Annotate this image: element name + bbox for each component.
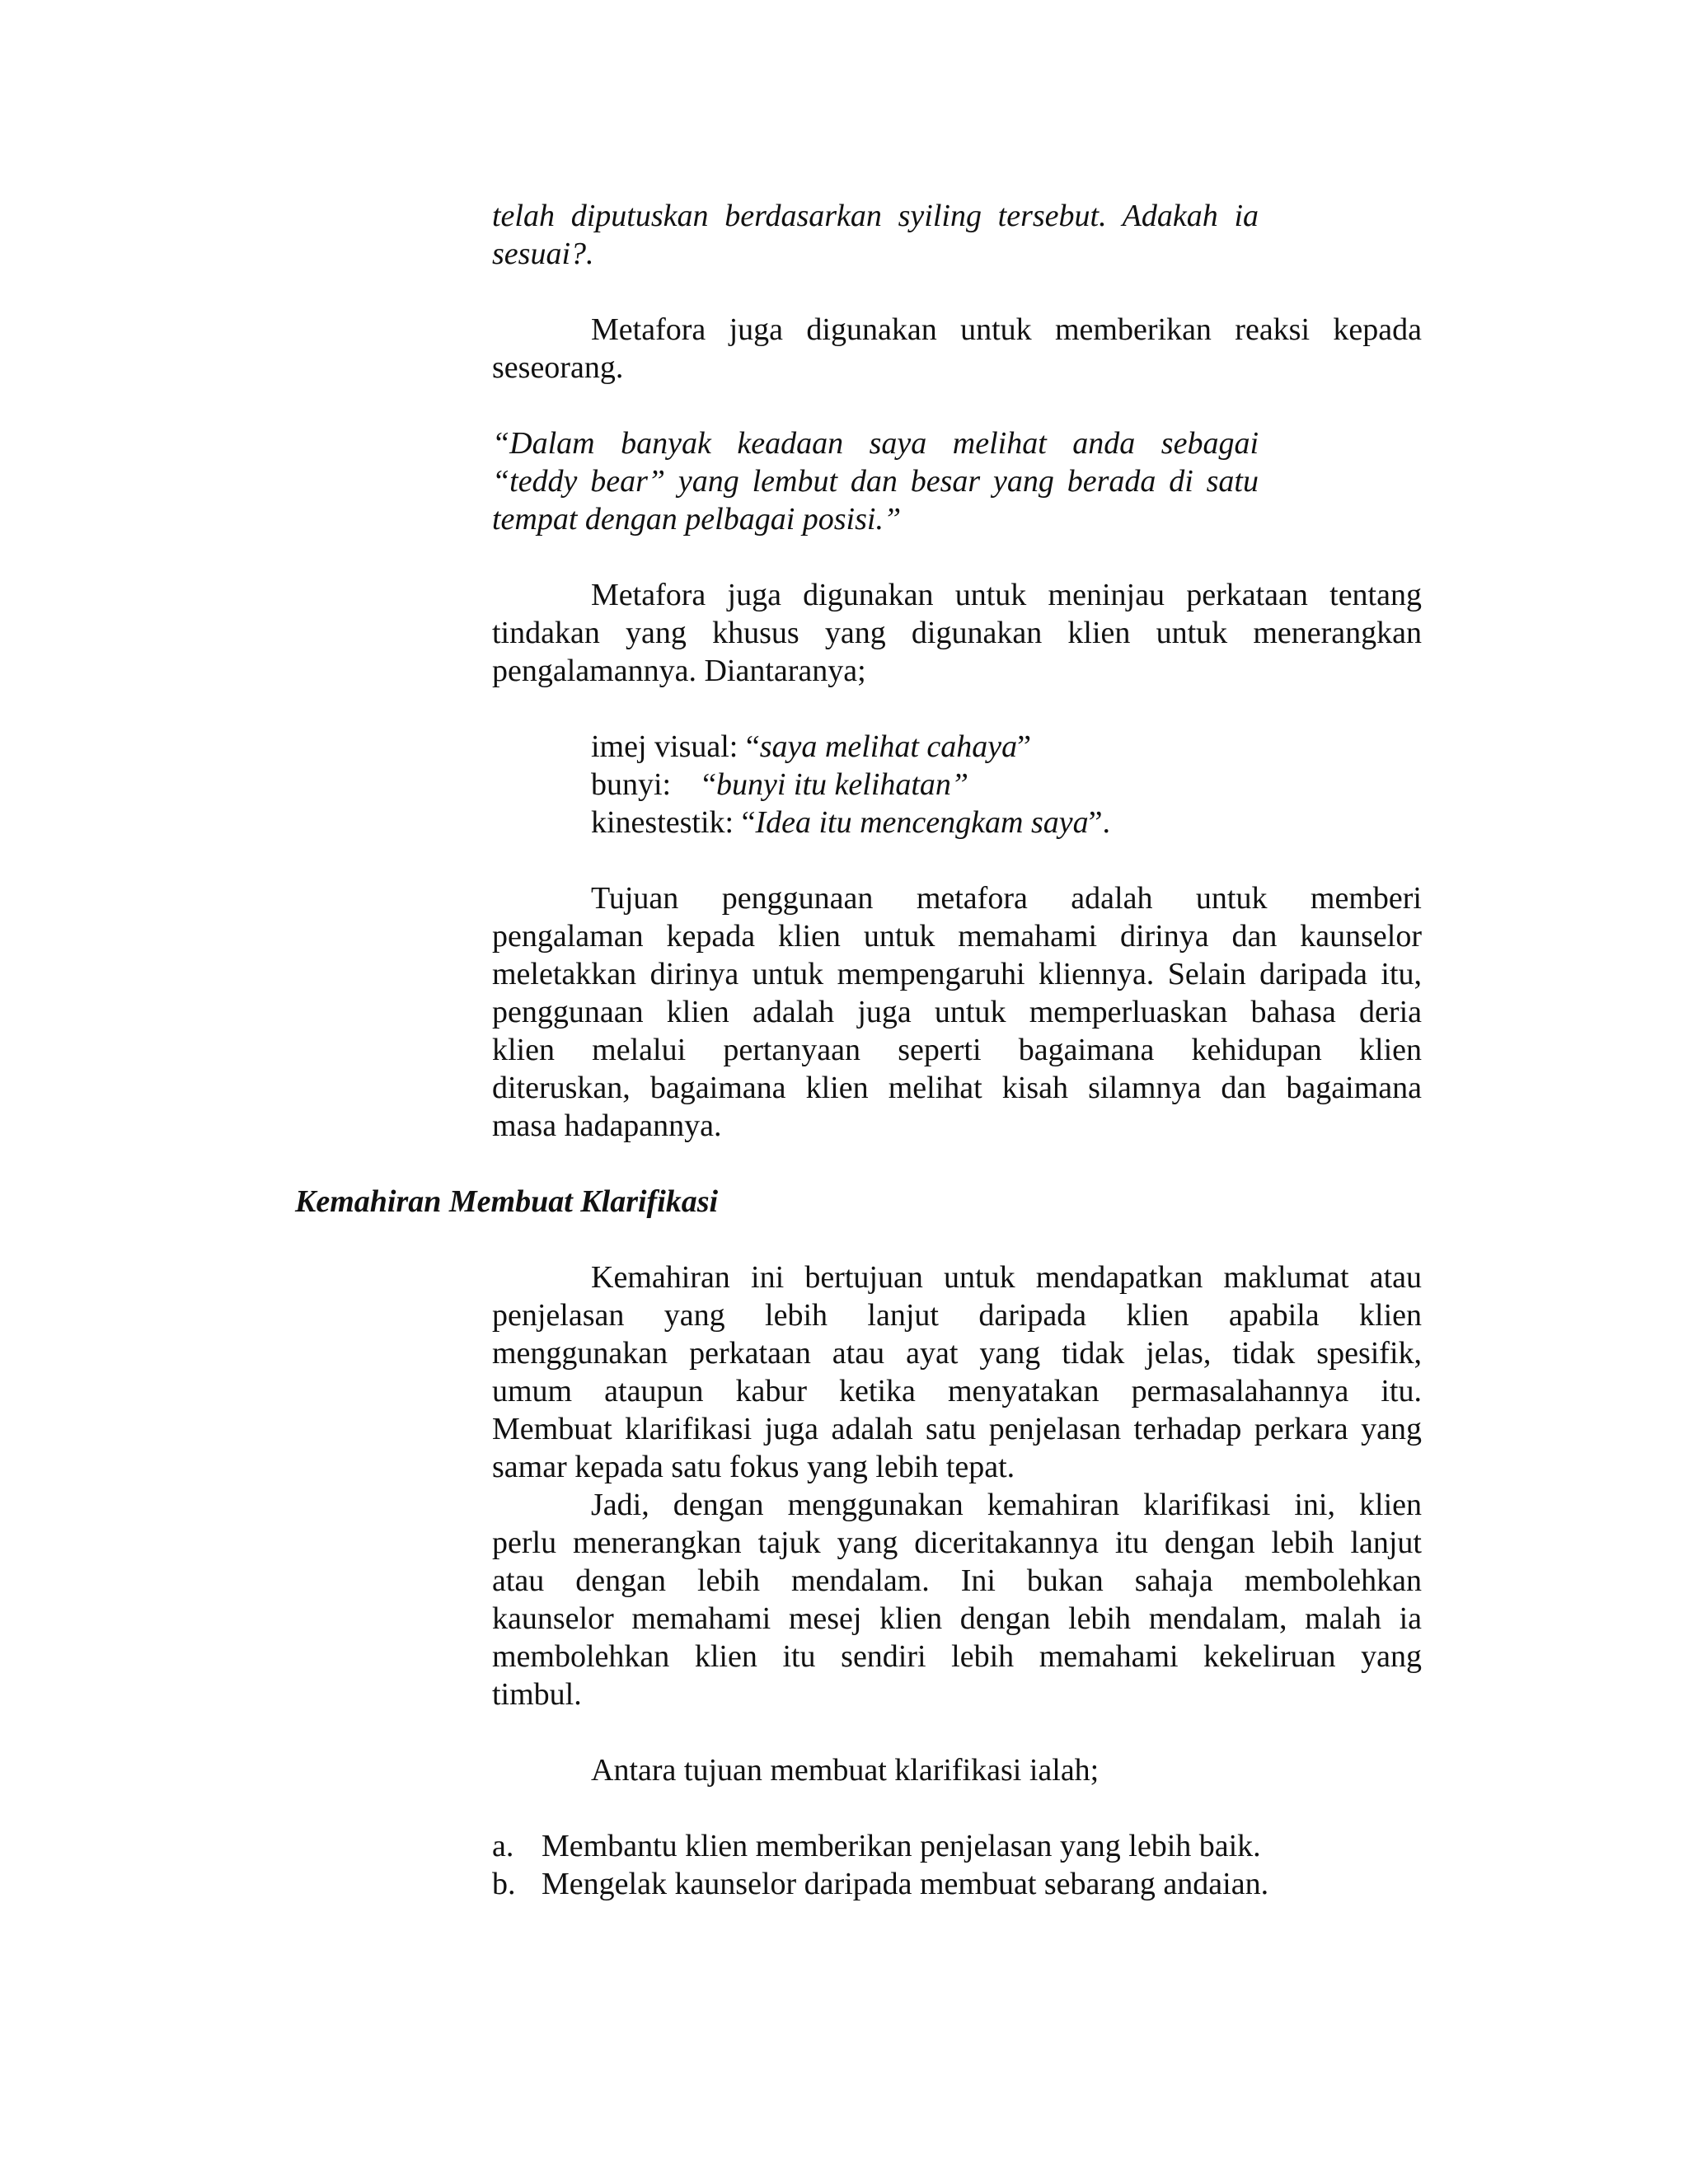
paragraph-line: penjelasan yang lebih lanjut daripada klien apabila klien — [492, 1298, 1422, 1333]
list-item-text: Membantu klien memberikan penjelasan yang lebih baik. — [542, 1829, 1261, 1863]
paragraph-line: pengalamannya. Diantaranya; — [492, 654, 866, 688]
quote-line: “teddy bear” yang lembut dan besar yang berada di satu — [492, 464, 1259, 499]
quote-line: tempat dengan pelbagai posisi.” — [492, 502, 902, 537]
section-heading: Kemahiran Membuat Klarifikasi — [295, 1184, 719, 1219]
paragraph-metafora-reaksi — [492, 311, 1422, 387]
list-item-text: Mengelak kaunselor daripada membuat sebarang andaian. — [542, 1867, 1269, 1901]
paragraph-metafora-meninjau — [492, 576, 1422, 690]
example-visual: imej visual: “saya melihat cahaya” — [591, 729, 1031, 764]
paragraph-line: Kemahiran ini bertujuan untuk mendapatkan maklumat atau — [591, 1260, 1422, 1295]
paragraph-line: membolehkan klien itu sendiri lebih memahami kekeliruan yang — [492, 1639, 1422, 1674]
paragraph-line: perlu menerangkan tajuk yang diceritakannya itu dengan lebih lanjut — [492, 1526, 1422, 1560]
list-item — [492, 1827, 1268, 1865]
paragraph-line: atau dengan lebih mendalam. Ini bukan sahaja membolehkan — [492, 1563, 1422, 1598]
paragraph-line: Tujuan penggunaan metafora adalah untuk memberi — [591, 881, 1422, 916]
example-bunyi: bunyi: “bunyi itu kelihatan” — [591, 767, 969, 802]
list-marker: a. — [492, 1829, 514, 1863]
paragraph-tujuan-metafora — [492, 879, 1422, 1145]
paragraph-kemahiran — [492, 1258, 1422, 1486]
paragraph-line: seseorang. — [492, 350, 624, 385]
paragraph-line: penggunaan klien adalah juga untuk memperluaskan bahasa deria — [492, 995, 1422, 1029]
paragraph-line: umum ataupun kabur ketika menyatakan permasalahannya itu. — [492, 1374, 1422, 1408]
paragraph-line: Antara tujuan membuat klarifikasi ialah; — [591, 1753, 1100, 1788]
intro-quote-tail — [492, 197, 1259, 273]
list-marker: b. — [492, 1867, 516, 1901]
paragraph-line: Metafora juga digunakan untuk meninjau perkataan tentang — [591, 578, 1422, 612]
paragraph-line: samar kepada satu fokus yang lebih tepat. — [492, 1450, 1015, 1484]
paragraph-line: meletakkan dirinya untuk mempengaruhi kliennya. Selain daripada itu, — [492, 957, 1422, 991]
intro-quote-line-1: telah diputuskan berdasarkan syiling tersebut. Adakah ia — [492, 199, 1259, 233]
paragraph-jadi — [492, 1486, 1422, 1713]
paragraph-line: kaunselor memahami mesej klien dengan lebih mendalam, malah ia — [492, 1601, 1422, 1636]
metaphor-examples — [591, 728, 1110, 841]
paragraph-line: tindakan yang khusus yang digunakan klien untuk menerangkan — [492, 616, 1422, 650]
example-kinestestik: kinestestik: “Idea itu mencengkam saya”. — [591, 805, 1110, 840]
paragraph-line: timbul. — [492, 1677, 582, 1712]
paragraph-line: Metafora juga digunakan untuk memberikan reaksi kepada — [591, 312, 1422, 347]
paragraph-line: diteruskan, bagaimana klien melihat kisah silamnya dan bagaimana — [492, 1071, 1422, 1105]
quote-line: “Dalam banyak keadaan saya melihat anda sebagai — [492, 426, 1259, 461]
intro-quote-line-2: sesuai?. — [492, 237, 594, 271]
paragraph-line: Jadi, dengan menggunakan kemahiran klarifikasi ini, klien — [591, 1488, 1422, 1522]
paragraph-line: pengalaman kepada klien untuk memahami dirinya dan kaunselor — [492, 919, 1422, 954]
paragraph-line: klien melalui pertanyaan seperti bagaimana kehidupan klien — [492, 1033, 1422, 1067]
quote-teddy-bear — [492, 424, 1259, 538]
paragraph-line: Membuat klarifikasi juga adalah satu penjelasan terhadap perkara yang — [492, 1412, 1422, 1446]
paragraph-line: menggunakan perkataan atau ayat yang tidak jelas, tidak spesifik, — [492, 1336, 1422, 1371]
paragraph-line: masa hadapannya. — [492, 1108, 722, 1143]
clarification-goals-list — [492, 1827, 1268, 1903]
paragraph-antara — [492, 1751, 1422, 1789]
list-item — [492, 1865, 1268, 1903]
